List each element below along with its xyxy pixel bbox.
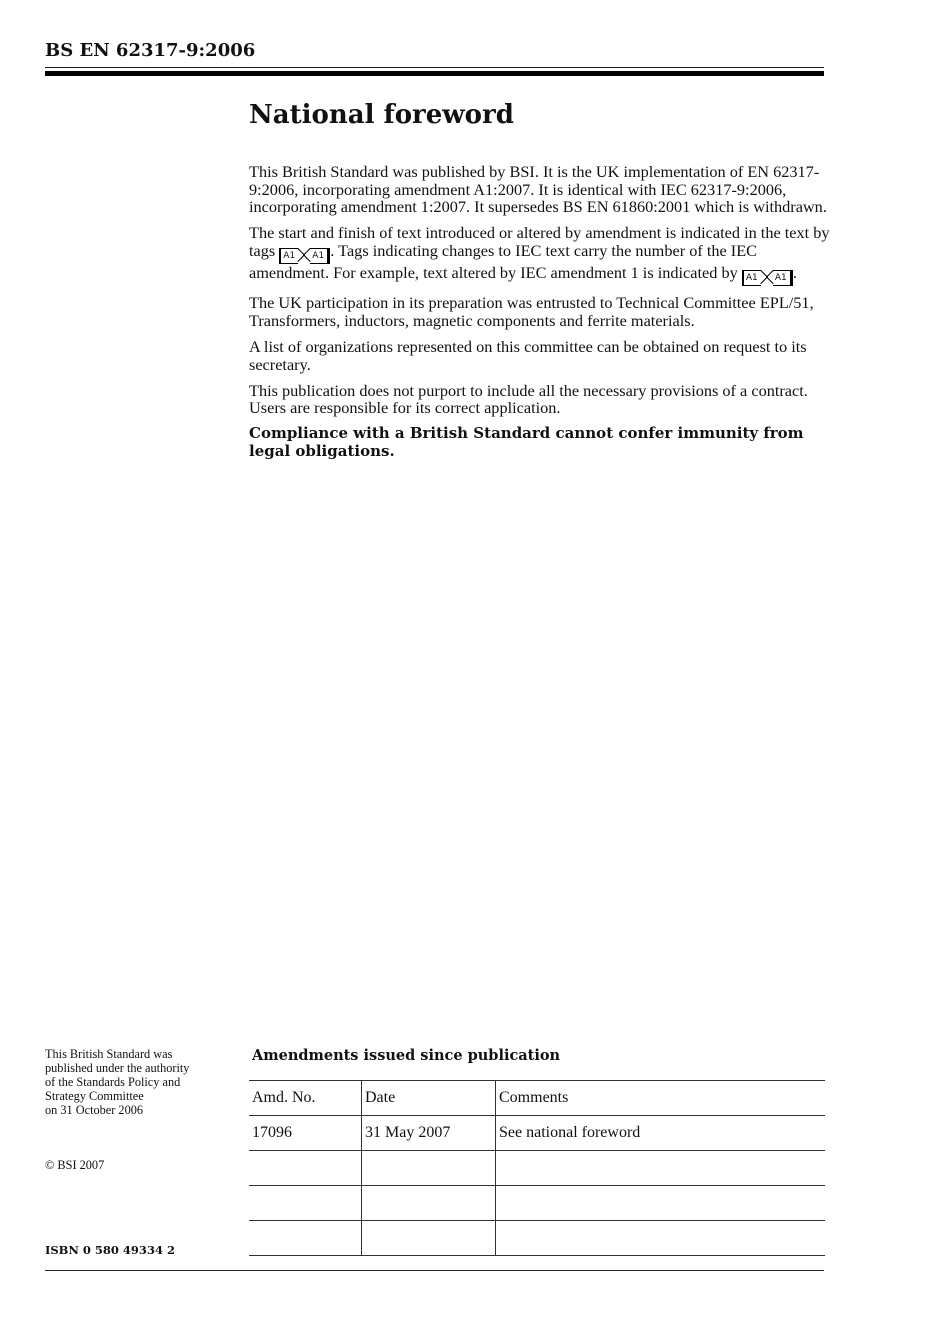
table-cell: See national foreword xyxy=(496,1116,826,1151)
paragraph-tags-part3: . xyxy=(792,262,797,282)
table-cell xyxy=(496,1151,826,1186)
table-header-row xyxy=(249,1081,825,1116)
paragraph-committee: The UK participation in its preparation was entrusted to Technical Committee EPL/51, Transformers, inductors, magnetic components and ferrite materials. xyxy=(249,293,814,330)
paragraph-tags-part2: . Tags indicating changes to IEC text carry the number of the IEC amendment. For example, text altered by IEC amendment 1 is indicated by xyxy=(249,240,758,282)
table-cell xyxy=(362,1186,496,1221)
copyright-notice: © BSI 2007 xyxy=(45,1158,105,1172)
amendment-start-tag-icon: A1 xyxy=(742,270,761,286)
table-row xyxy=(249,1186,825,1221)
column-header: Comments xyxy=(496,1081,826,1116)
column-header: Amd. No. xyxy=(249,1081,362,1116)
table-cell: 31 May 2007 xyxy=(362,1116,496,1151)
table-cell xyxy=(496,1221,826,1256)
header-rule-thin xyxy=(45,67,824,68)
table-row xyxy=(249,1151,825,1186)
amendment-start-tag-icon: A1 xyxy=(279,248,298,264)
table-row xyxy=(249,1221,825,1256)
paragraph-compliance: Compliance with a British Standard cannot confer immunity from legal obligations. xyxy=(249,424,804,461)
isbn: ISBN 0 580 49334 2 xyxy=(45,1243,175,1257)
amendments-title: Amendments issued since publication xyxy=(252,1047,561,1064)
column-header: Date xyxy=(362,1081,496,1116)
table-cell xyxy=(249,1186,362,1221)
paragraph-provisions: This publication does not purport to include all the necessary provisions of a contract. Users are responsible for its correct application. xyxy=(249,380,808,418)
amendment-end-tag-icon: A1 xyxy=(773,270,793,286)
paragraph-publication: This British Standard was published by BSI. It is the UK implementation of EN 62317-9:2006, incorporating amendment A1:2007. It is identical with IEC 62317-9:2006, incorporating amendment 1:2007. It supersedes BS EN 61860:2001 which is withdrawn. xyxy=(249,162,827,217)
paragraph-organizations: A list of organizations represented on this committee can be obtained on request to its secretary. xyxy=(249,337,807,374)
footer-rule xyxy=(45,1270,824,1271)
header-rule-thick xyxy=(45,71,824,76)
page-title: National foreword xyxy=(249,100,514,130)
table-cell xyxy=(249,1221,362,1256)
paragraph-tags-part1: The start and finish of text introduced or altered by amendment is indicated in the text by tags xyxy=(249,223,830,260)
paragraph-tags xyxy=(249,224,839,286)
foreword-body xyxy=(249,163,839,469)
amendment-end-tag-icon: A1 xyxy=(310,248,330,264)
publication-authority-note: This British Standard was published under the authority of the Standards Policy and Strategy Committee on 31 October 2006 xyxy=(45,1047,190,1117)
table-row xyxy=(249,1116,825,1151)
table-cell xyxy=(362,1221,496,1256)
amendments-table xyxy=(249,1080,825,1256)
table-cell xyxy=(496,1186,826,1221)
table-cell xyxy=(249,1151,362,1186)
table-cell: 17096 xyxy=(249,1116,362,1151)
table-cell xyxy=(362,1151,496,1186)
document-id: BS EN 62317-9:2006 xyxy=(45,40,256,61)
